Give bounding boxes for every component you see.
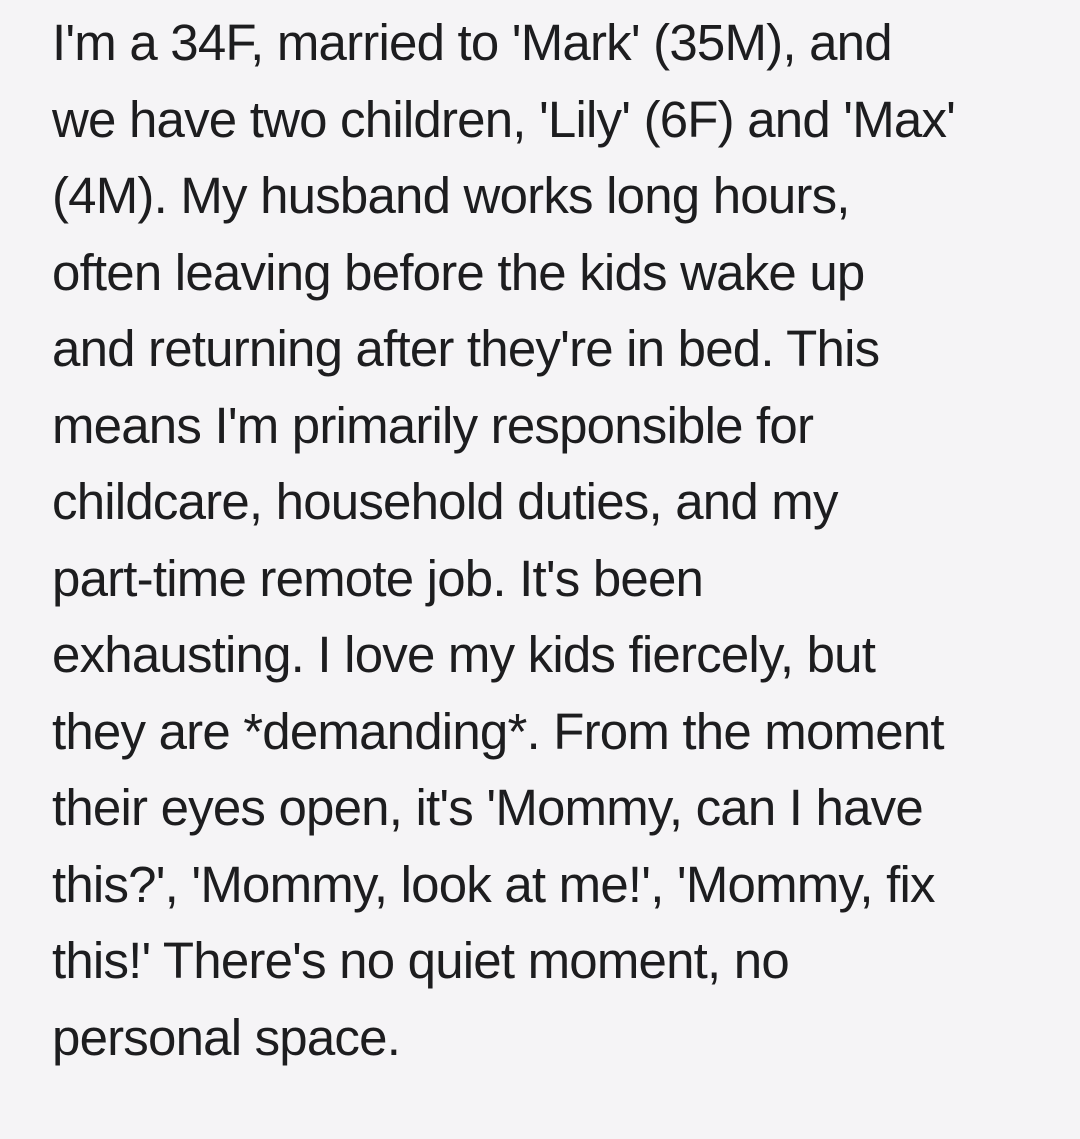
- text-line: childcare, household duties, and my: [52, 473, 838, 530]
- text-line: this?', 'Mommy, look at me!', 'Mommy, fix: [52, 855, 935, 913]
- text-line: their eyes open, it's 'Mommy, can I have: [52, 779, 923, 836]
- text-line: exhausting. I love my kids fiercely, but: [52, 626, 876, 683]
- text-line: (4M). My husband works long hours,: [52, 167, 850, 224]
- text-line: we have two children, 'Lily' (6F) and 'Max': [52, 90, 956, 148]
- text-line: often leaving before the kids wake up: [52, 243, 865, 301]
- text-line: they are *demanding*. From the moment: [52, 702, 944, 760]
- text-line: and returning after they're in bed. This: [52, 320, 880, 377]
- text-line: means I'm primarily responsible for: [52, 396, 814, 454]
- text-line: part-time remote job. It's been: [52, 549, 704, 607]
- text-line: I'm a 34F, married to 'Mark' (35M), and: [52, 14, 892, 71]
- text-line: this!' There's no quiet moment, no: [52, 932, 789, 989]
- text-line: personal space.: [52, 1008, 401, 1066]
